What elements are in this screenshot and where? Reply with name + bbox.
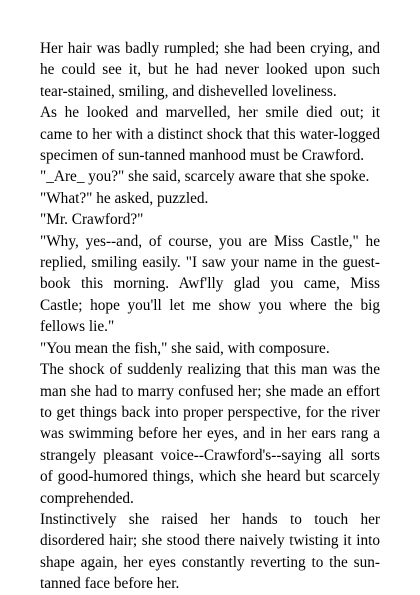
paragraph-3: "_Are_ you?" she said, scarcely aware that she spoke.	[40, 168, 370, 186]
paragraph-9: Instinctively she raised her hands to touch her disordered hair; she stood there naively twisting it into shape again, her eyes constantly reverting to the sun-tanned face before her.	[40, 510, 380, 593]
paragraph-6: "Why, yes--and, of course, you are Miss Castle," he replied, smiling easily. "I saw your name in the guest-book this morning. Awf'lly glad you came, Miss Castle; hope you'll let me show you where the big fellows lie."	[40, 232, 380, 336]
paragraph-2: As he looked and marvelled, her smile died out; it came to her with a distinct shock that this water-logged specimen of sun-tanned manhood must be Crawford.	[40, 104, 380, 165]
paragraph-8: The shock of suddenly realizing that this man was the man she had to marry confused her; she made an effort to get things back into proper perspective, for the river was swimming before her eyes, and in her ears rang a strangely pleasant voice--Crawford's--saying all sorts of good-humored things, which she heard but scarcely comprehended.	[40, 361, 380, 507]
paragraph-7: "You mean the fish," she said, with composure.	[40, 339, 330, 357]
document-page	[40, 38, 380, 595]
paragraph-5: "Mr. Crawford?"	[40, 211, 144, 229]
paragraph-4: "What?" he asked, puzzled.	[40, 189, 209, 207]
paragraph-1: Her hair was badly rumpled; she had been crying, and he could see it, but he had never looked upon such tear-stained, smiling, and dishevelled loveliness.	[40, 40, 380, 100]
